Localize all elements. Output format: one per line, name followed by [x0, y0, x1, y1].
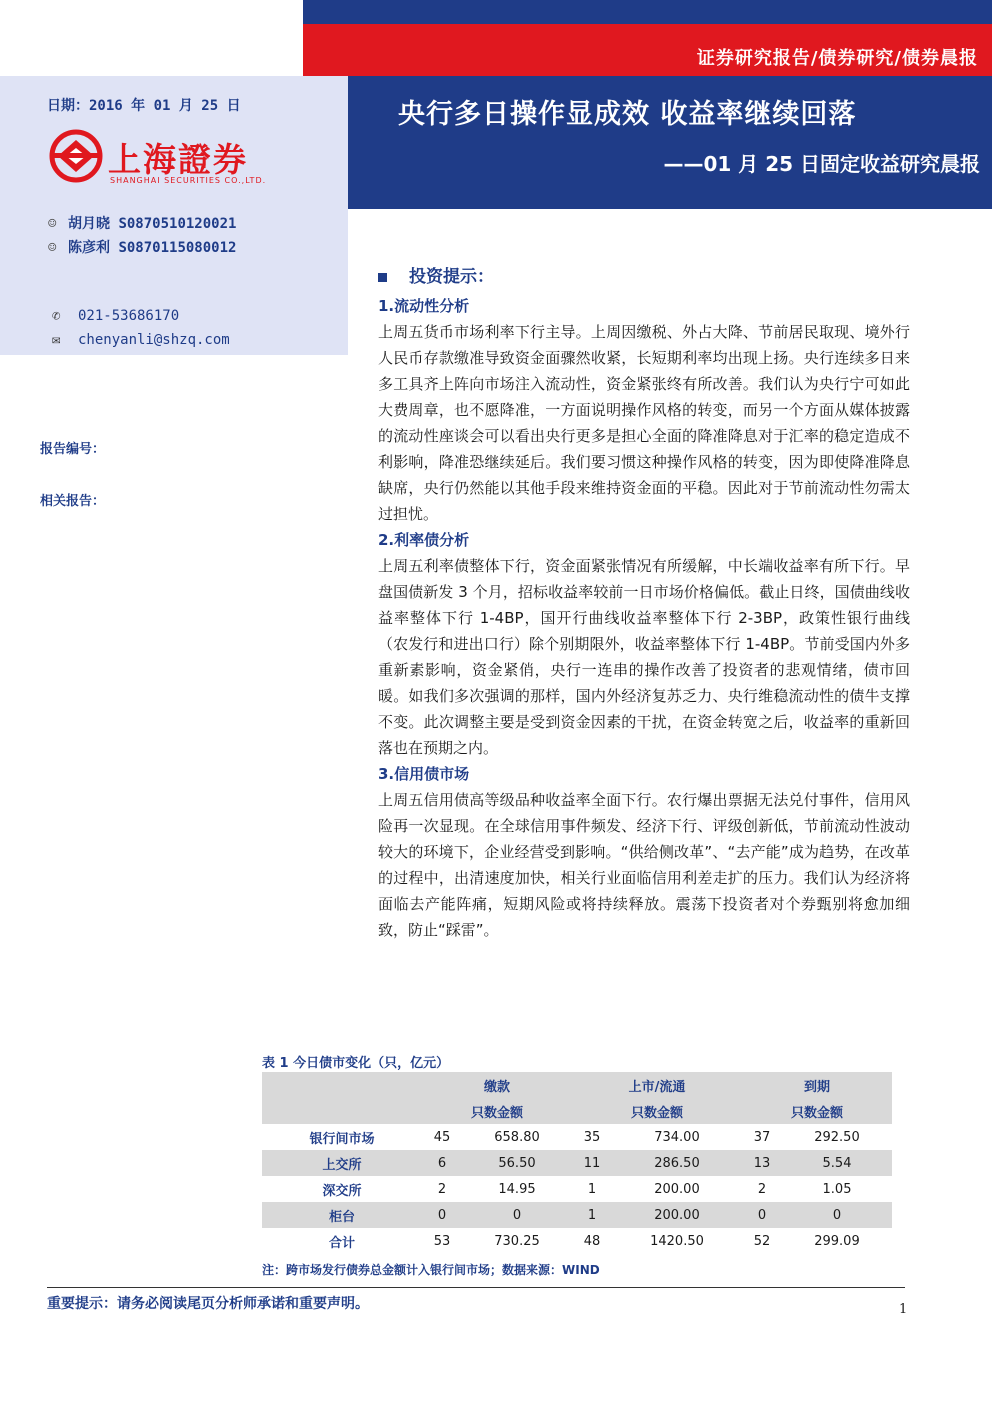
section-text: 上周五利率债整体下行，资金面紧张情况有所缓解，中长端收益率有所下行。早盘国债新发 3 个月，招标收益率较前一日市场价格偏低。截止日终，国债曲线收益率整体下行 1-4BP，国开行曲线收益率整体下行 2-3BP，政策性银行曲线（农发行和进出口行）除个别期限外，收益率整体下行 1-4BP。节前受国内外多重新素影响，资金紧俏，央行一连串的操作改善了投资者的悲观情绪，债市回暖。如我们多次强调的那样，国内外经济复苏乏力、央行维稳流动性的债牛支撑不变。此次调整主要是受到资金因素的干扰，在资金转宽之后，收益率的重新回落也在预期之内。: [378, 557, 910, 757]
contact-phone: [52, 308, 179, 324]
table-cell: 0: [742, 1202, 782, 1228]
table-cell: 1: [572, 1202, 612, 1228]
mail-icon: ✉: [52, 332, 61, 348]
table-cell: 37: [753, 1129, 771, 1145]
table-header-cell: 只数金额: [742, 1098, 892, 1124]
table-header-cell: 只数金额: [422, 1098, 572, 1124]
page-number: 1: [899, 1302, 908, 1317]
table-cell: 14.95: [498, 1181, 536, 1197]
footer-divider: [47, 1287, 905, 1288]
company-logo-english: SHANGHAI SECURITIES CO.,LTD.: [110, 176, 267, 185]
table-cell: 292.50: [814, 1129, 860, 1145]
contact-email: [52, 332, 230, 348]
table-cell: 0: [462, 1202, 572, 1228]
row-label: 合计: [328, 1235, 355, 1251]
table-cell: 299.09: [814, 1233, 860, 1249]
investment-tips-heading: [378, 262, 910, 287]
table-cell: 1420.50: [650, 1233, 704, 1249]
table-header-cell: 到期: [742, 1072, 892, 1098]
table-cell: 56.50: [462, 1150, 572, 1176]
table-cell: 658.80: [494, 1129, 540, 1145]
header-top-bar: [303, 0, 992, 24]
main-content: [378, 262, 910, 943]
report-subtitle: ——01 月 25 日固定收益研究晨报: [663, 152, 980, 176]
table-row: [262, 1202, 892, 1228]
square-bullet-icon: [378, 273, 387, 282]
analyst-1: [48, 213, 236, 233]
table-cell: 6: [422, 1150, 462, 1176]
table-cell: 52: [753, 1233, 771, 1249]
bond-market-table: [262, 1072, 892, 1254]
table-cell: 0: [782, 1202, 892, 1228]
table-cell: 45: [433, 1129, 451, 1145]
person-icon: ☺: [48, 216, 57, 232]
report-series-title: 证券研究报告/债券研究/债券晨报: [696, 48, 978, 69]
table-cell: 734.00: [654, 1129, 700, 1145]
table-cell: 1.05: [822, 1181, 852, 1197]
phone-number: 021-53686170: [78, 308, 180, 324]
table-cell: 53: [433, 1233, 451, 1249]
table-cell: 5.54: [782, 1150, 892, 1176]
table-caption: 表 1 今日债市变化（只，亿元）: [262, 1056, 450, 1071]
table-cell: 35: [583, 1129, 601, 1145]
table-cell: 2: [437, 1181, 447, 1197]
table-note: 注：跨市场发行债券总金额计入银行间市场；数据来源：WIND: [262, 1263, 600, 1277]
row-label: 上交所: [262, 1150, 422, 1176]
table-cell: 286.50: [612, 1150, 742, 1176]
analyst-name: 陈彦利: [68, 240, 110, 256]
table-cell: 200.00: [654, 1181, 700, 1197]
section-heading: 1.流动性分析: [378, 297, 470, 315]
company-logo-name: 上海證券: [108, 140, 248, 179]
table-row: [262, 1124, 892, 1150]
email-address[interactable]: chenyanli@shzq.com: [78, 332, 230, 348]
table-row: [262, 1176, 892, 1202]
report-title: 央行多日操作显成效 收益率继续回落: [398, 99, 857, 130]
analyst-license: S0870115080012: [118, 240, 237, 256]
table-header-cell: 缴款: [422, 1072, 572, 1098]
section-heading: 3.信用债市场: [378, 765, 470, 783]
table-cell: 0: [422, 1202, 462, 1228]
table-row: [262, 1228, 892, 1254]
report-number-label: 报告编号：: [40, 442, 106, 457]
tips-heading-text: 投资提示：: [409, 267, 494, 287]
table-cell: 200.00: [612, 1202, 742, 1228]
row-label: 银行间市场: [309, 1131, 375, 1147]
phone-icon: ✆: [52, 308, 61, 324]
disclaimer-note: 重要提示：请务必阅读尾页分析师承诺和重要声明。: [47, 1296, 369, 1312]
table-header-row: [262, 1072, 892, 1098]
table-cell: 730.25: [494, 1233, 540, 1249]
analyst-license: S0870510120021: [118, 216, 237, 232]
person-icon: ☺: [48, 240, 57, 256]
analyst-2: [48, 237, 236, 257]
table-header-cell: 只数金额: [572, 1098, 742, 1124]
section-heading: 2.利率债分析: [378, 531, 470, 549]
section-text: 上周五货币市场利率下行主导。上周因缴税、外占大降、节前居民取现、境外行人民币存款缴准导致资金面骤然收紧，长短期利率均出现上扬。央行连续多日来多工具齐上阵向市场注入流动性，资金紧张终有所改善。我们认为央行宁可如此大费周章，也不愿降准，一方面说明操作风格的转变，而另一个方面从媒体披露的流动性座谈会可以看出央行更多是担心全面的降准降息对于汇率的稳定造成不利影响，降准恐继续延后。我们要习惯这种操作风格的转变，因为即使降准降息缺席，央行仍然能以其他手段来维持资金面的平稳。因此对于节前流动性勿需太过担忧。: [378, 323, 910, 523]
table-row: [262, 1150, 892, 1176]
table-cell: 48: [583, 1233, 601, 1249]
row-label: 深交所: [322, 1183, 362, 1199]
table-cell: 2: [757, 1181, 767, 1197]
row-label: 柜台: [262, 1202, 422, 1228]
analyst-name: 胡月晓: [68, 216, 110, 232]
table-header-cell: [262, 1072, 422, 1098]
table-cell: 13: [742, 1150, 782, 1176]
table-cell: 11: [572, 1150, 612, 1176]
table-subheader-row: [262, 1098, 892, 1124]
table-cell: 1: [587, 1181, 597, 1197]
related-reports-label: 相关报告：: [40, 494, 106, 509]
section-text: 上周五信用债高等级品种收益率全面下行。农行爆出票据无法兑付事件，信用风险再一次显现。在全球信用事件频发、经济下行、评级创新低，节前流动性波动较大的环境下，企业经营受到影响。“供给侧改革”、“去产能”成为趋势，在改革的过程中，出清速度加快，相关行业面临信用利差走扩的压力。我们认为经济将面临去产能阵痛，短期风险或将持续释放。震荡下投资者对个券甄别将愈加细致，防止“踩雷”。: [378, 791, 910, 939]
table-header-cell: [262, 1098, 422, 1124]
report-date: 日期：2016 年 01 月 25 日: [47, 98, 241, 114]
table-header-cell: 上市/流通: [572, 1072, 742, 1098]
